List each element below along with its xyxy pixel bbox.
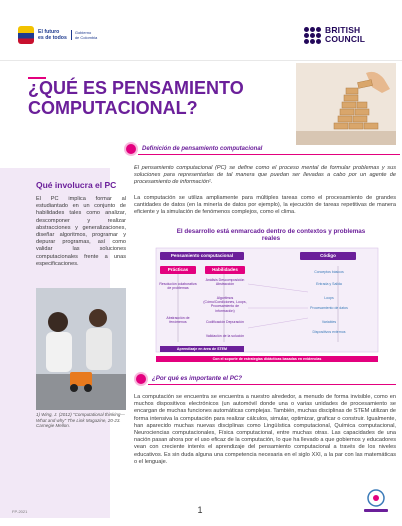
skill-node: Validación de la solución (205, 334, 245, 338)
definition-intro: El pensamiento computacional (PC) se define como el proceso mental de formular problemas y sus soluciones para representarlas de tal manera que puedan ser llevadas a cabo por un agente de procesamiento de información¹. (134, 165, 396, 186)
code-node: Dispositivos externos (312, 330, 346, 334)
definition-heading: Definición de pensamiento computacional (138, 143, 400, 155)
practice-node: Abstracción de fenómenos (166, 316, 190, 325)
gov-sub-line1: Gobierno (74, 30, 92, 35)
diagram-footer-evidence: Con el soporte de estrategias didácticas basadas en evidencias (156, 356, 378, 362)
bc-line1: BRITISH (325, 25, 361, 35)
diagram-footer-stem: Aprendizaje en área de STEM (160, 346, 244, 352)
code-node: Conceptos básicos (314, 270, 344, 274)
bc-line2: COUNCIL (325, 34, 366, 44)
british-council-dots-icon (304, 27, 321, 44)
program-logo-icon (356, 486, 396, 516)
code-node: Variables (321, 320, 337, 324)
importance-bullet-icon (134, 372, 148, 386)
diagram-sub-skills: Habilidades (205, 266, 245, 274)
gov-slogan-line1: El futuro (38, 29, 60, 35)
diagram-sub-practices: Prácticas (160, 266, 196, 274)
code-node: Procesamiento de datos (310, 306, 348, 310)
diagram-header-code: Código (300, 252, 356, 260)
gov-slogan-line2: es de todos (38, 35, 67, 41)
page-title: ¿QUÉ ES PENSAMIENTO COMPUTACIONAL? (28, 78, 244, 118)
left-sidebar-heading: Qué involucra el PC (36, 180, 117, 190)
gov-sub-line2: de Colombia (74, 35, 98, 40)
diagram-title: El desarrollo está enmarcado dentro de contextos y problemas reales (176, 228, 366, 243)
left-sidebar-body: El PC implica formar al estudiantado en un conjunto de habilidades tales como analizar, descomponer y realizar abstracciones y generalizaciones, diseñar algoritmos, programar y depurar programas, así como validar las soluciones computacionales frente a unas especificaciones. (36, 196, 126, 267)
skill-node: Codificación Depuración (206, 320, 244, 324)
importance-heading: ¿Por qué es importante el PC? (148, 373, 396, 385)
gov-sub (71, 30, 97, 40)
gov-slogan (38, 29, 67, 41)
header-divider (0, 60, 402, 61)
british-council-logo (304, 24, 386, 46)
definition-body: La computación se utiliza ampliamente para múltiples tareas como el procesamiento de grandes cantidades de datos (en la minería de datos por ejemplo), la ejecución de tareas repetitivas de manera eficiente y la simulación de fenómenos complejos, como el clima. (134, 195, 396, 216)
wooden-blocks-photo (296, 63, 396, 145)
page-number: 1 (197, 505, 203, 515)
practice-node: Resolución colaborativa de problemas (159, 282, 197, 291)
diagram-header-pc: Pensamiento computacional (160, 252, 244, 260)
importance-body: La computación se encuentra se encuentra a nuestro alrededor, a menudo de forma invisible, como en muchos dispositivos electrónicos (un automóvil donde una o varias unidades de procesamiento se encargan de muchas funciones automáticas complejas. También, muchas disciplinas de STEM utilizan de forma intensiva la computación para realizar cálculos, simular, optimizar, graficar o construir. Igualmente, han aparecido muchas nuevas disciplinas como Lingüística computacional, Química computacional, Neurociencias computacionales, Física computacional, entre muchas otras. Las capacidades de una nación pasan ahora por el uso eficaz de la computación, lo que ha llevado a que gobiernos y educadores vean con creciente interés el aprendizaje del pensamiento computacional a través de los niveles educativos. Es sin duda alguna una competencia necesaria en el siglo XXI, a la par con las matemáticas o el lenguaje. (134, 394, 397, 465)
definition-bullet-icon (124, 142, 138, 156)
skill-node: Algoritmos (Cómo/Condiciones, Loops, Procesamiento de información) (203, 296, 247, 313)
colombia-seal-icon (18, 26, 34, 44)
footnote: 1) Wing, J. (2012) "Computational thinking—What and why" The Link Magazine, 20-23. Carnegie Mellon. (36, 412, 125, 429)
code-node: Loops (324, 296, 334, 300)
skill-node: Análisis Descomposición Abstracción (205, 278, 245, 287)
students-robot-photo (36, 288, 126, 410)
british-council-wordmark (325, 26, 365, 44)
code-node: Entrada y Salida (316, 282, 342, 286)
gobierno-colombia-logo (18, 24, 110, 46)
document-code: FP-2021 (12, 509, 28, 514)
